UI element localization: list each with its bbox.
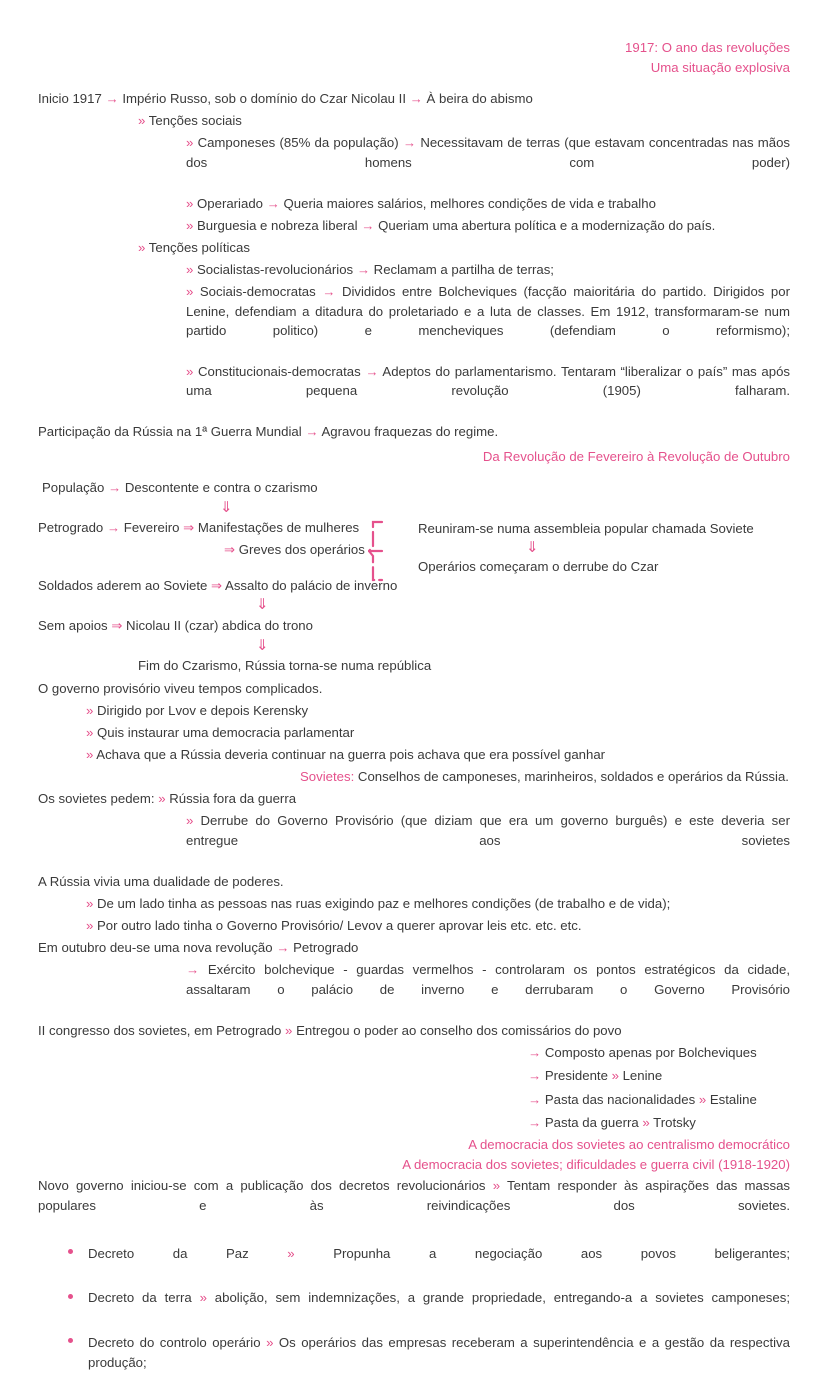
line-governo-provisorio: O governo provisório viveu tempos complicados.	[38, 680, 323, 696]
line-constitucionais-democratas	[38, 360, 790, 420]
heading-section-3: A democracia dos sovietes ao centralismo democrático	[468, 1137, 790, 1153]
operariado-body: Queria maiores salários, melhores condições de vida e trabalho	[283, 195, 656, 211]
down-arrow-icon: ⇓	[256, 596, 269, 614]
arrow-icon: →	[276, 940, 290, 956]
arrow-icon: →	[356, 262, 370, 278]
guillemet-icon: »	[86, 724, 94, 740]
list-item	[38, 1112, 790, 1135]
comissarios-list	[38, 1041, 790, 1135]
arrow-icon: →	[528, 1091, 542, 1107]
pedem-russia-fora-text: Rússia fora da guerra	[169, 791, 297, 807]
guillemet-icon: »	[186, 262, 194, 278]
dual-1-text: De um lado tinha as pessoas nas ruas exigindo paz e melhores condições (de trabalho e de vida);	[97, 895, 671, 911]
list-item	[38, 1286, 790, 1331]
socialistas-body: Reclamam a partilha de terras;	[373, 262, 554, 278]
list-item-label: Presidente	[544, 1068, 608, 1084]
line-burguesia	[38, 214, 790, 236]
line-participacao-guerra	[38, 421, 790, 443]
bullet-icon	[68, 1294, 73, 1299]
constitucionais-label: Constitucionais-democratas	[197, 363, 361, 379]
pedem-derrube-text: Derrube do Governo Provisório (que diziam que era um governo burguês) e este deveria ser entregue aos sovietes	[186, 813, 790, 848]
guillemet-icon: »	[186, 813, 194, 829]
line-novo-governo	[38, 1175, 790, 1235]
camponeses-label: Camponeses (85% da população)	[197, 135, 399, 151]
arrow-icon: →	[528, 1044, 542, 1060]
line-operariado	[38, 192, 790, 214]
down-arrow-icon: ⇓	[526, 539, 539, 557]
gp-guerra-text: Achava que a Rússia deveria continuar na guerra pois achava que era possível ganhar	[96, 746, 606, 762]
arrow-icon: →	[528, 1115, 542, 1131]
sociais-democratas-label: Sociais-democratas	[199, 284, 316, 300]
double-arrow-icon: ⇒	[224, 541, 236, 557]
arrow-icon: →	[105, 91, 119, 107]
flow-line-fim-czarismo: Fim do Czarismo, Rússia torna-se numa república	[138, 658, 432, 674]
line-gp-guerra	[38, 743, 790, 765]
decreto-body: Propunha a negociação aos povos beligerantes;	[333, 1245, 790, 1261]
document-body	[38, 38, 790, 1395]
flow-line-soldados	[38, 575, 790, 597]
double-arrow-icon: ⇒	[111, 617, 123, 633]
list-item	[38, 1241, 790, 1286]
list-item	[38, 1330, 790, 1394]
tensoes-sociais-text: Tenções sociais	[148, 113, 242, 129]
congresso-body: Entregou o poder ao conselho dos comissários do povo	[296, 1022, 622, 1038]
decreto-title: Decreto da terra	[88, 1290, 192, 1306]
exercito-text: Exército bolchevique - guardas vermelhos - controlaram os pontos estratégicos da cidade, assaltaram o palácio de inverno e derrubaram o Governo Provisório	[186, 962, 790, 997]
decreto-body: abolição, sem indemnizações, a grande propriedade, entregando-a a sovietes camponeses;	[214, 1290, 790, 1306]
guillemet-icon: »	[138, 113, 146, 129]
manifestacoes-text: Manifestações de mulheres	[197, 520, 360, 536]
guillemet-icon: »	[285, 1022, 293, 1038]
beira-abismo-text: À beira do abismo	[426, 91, 533, 107]
double-arrow-icon: ⇒	[183, 520, 195, 536]
guillemet-icon: »	[492, 1178, 501, 1194]
flow-line-populacao	[38, 477, 790, 499]
line-sovietes-pedem	[38, 788, 790, 810]
arrow-icon: →	[528, 1068, 542, 1084]
line-exercito-bolchevique	[38, 959, 790, 1019]
heading-section-2: Da Revolução de Fevereiro à Revolução de Outubro	[482, 448, 790, 464]
line-outubro-revolucao	[38, 937, 790, 959]
novo-governo-label: Novo governo iniciou-se com a publicação dos decretos revolucionários	[38, 1178, 486, 1194]
line-sociais-democratas	[38, 281, 790, 361]
line-socialistas-revolucionarios	[38, 259, 790, 281]
list-item	[38, 1088, 790, 1111]
list-item-label: Pasta das nacionalidades	[544, 1091, 696, 1107]
participacao-label: Participação da Rússia na 1ª Guerra Mundial	[38, 424, 302, 440]
sovietes-definicao-text: Conselhos de camponeses, marinheiros, soldados e operários da Rússia.	[357, 769, 789, 785]
list-item-name: Lenine	[622, 1068, 663, 1084]
heading-section-4: A democracia dos sovietes; dificuldades e guerra civil (1918-1920)	[402, 1157, 790, 1173]
arrow-icon: →	[305, 424, 319, 440]
tensoes-politicas-text: Tenções políticas	[148, 240, 250, 256]
flow-diagram-february	[38, 477, 790, 677]
arrow-icon: →	[409, 91, 423, 107]
arrow-icon: →	[361, 217, 375, 233]
assembleia-text: Reuniram-se numa assembleia popular chamada Soviete	[418, 521, 754, 537]
arrow-icon: →	[106, 520, 121, 536]
soldados-label: Soldados aderem ao Soviete	[38, 577, 208, 593]
line-pedem-derrube	[38, 810, 790, 870]
heading-title-1: 1917: O ano das revoluções	[625, 40, 790, 55]
bullet-icon	[68, 1249, 73, 1254]
list-item	[38, 1065, 790, 1088]
guillemet-icon: »	[86, 702, 94, 718]
line-gp-dirigido	[38, 699, 790, 721]
list-item-name: Trotsky	[653, 1115, 696, 1131]
assalto-palacio-text: Assalto do palácio de inverno	[225, 577, 398, 593]
arrow-icon: →	[186, 962, 200, 978]
dual-2-text: Por outro lado tinha o Governo Provisório/ Levov a querer aprovar leis etc. etc. etc.	[97, 918, 582, 934]
line-sovietes-definicao	[38, 766, 790, 788]
guillemet-icon: »	[86, 895, 94, 911]
guillemet-icon: »	[186, 284, 194, 300]
list-item-label: Pasta da guerra	[544, 1115, 639, 1131]
derrube-czar-text: Operários começaram o derrube do Czar	[418, 559, 659, 575]
list-item	[38, 1041, 790, 1064]
guillemet-icon: »	[698, 1091, 707, 1107]
list-item-label: Composto apenas por Bolcheviques	[544, 1044, 757, 1060]
line-dualidade: A Rússia vivia uma dualidade de poderes.	[38, 873, 284, 889]
sem-apoios-label: Sem apoios	[38, 617, 108, 633]
populacao-label: População	[42, 479, 105, 495]
line-dual-1	[38, 892, 790, 914]
sovietes-label: Sovietes:	[300, 769, 355, 785]
decreto-body: Os operários das empresas receberam a superintendência e a gestão da respectiva produção;	[88, 1334, 790, 1370]
decreto-title: Decreto do controlo operário	[88, 1334, 261, 1350]
petrogrado-label: Petrogrado	[38, 520, 104, 536]
arrow-icon: →	[365, 363, 379, 379]
burguesia-label: Burguesia e nobreza liberal	[197, 217, 358, 233]
line-dual-2	[38, 915, 790, 937]
guillemet-icon: »	[199, 1290, 207, 1306]
line-tensoes-sociais	[38, 110, 790, 132]
socialistas-label: Socialistas-revolucionários	[197, 262, 354, 278]
greves-text: Greves dos operários	[238, 541, 365, 557]
imperio-russo-text: Império Russo, sob o domínio do Czar Nicolau II	[122, 91, 406, 107]
inicio-1917-text: Inicio 1917	[38, 91, 102, 107]
arrow-icon: →	[108, 479, 122, 495]
congresso-label: II congresso dos sovietes, em Petrogrado	[38, 1022, 282, 1038]
list-item-name: Estaline	[709, 1091, 757, 1107]
guillemet-icon: »	[266, 1334, 274, 1350]
bullet-icon	[68, 1338, 73, 1343]
abdica-trono-text: Nicolau II (czar) abdica do trono	[126, 617, 313, 633]
down-arrow-icon: ⇓	[220, 498, 233, 516]
petrogrado-text: Petrogrado	[293, 940, 359, 956]
line-camponeses	[38, 132, 790, 192]
operariado-label: Operariado	[197, 195, 263, 211]
line-ii-congresso	[38, 1019, 790, 1041]
guillemet-icon: »	[642, 1115, 650, 1131]
guillemet-icon: »	[186, 363, 194, 379]
down-arrow-icon: ⇓	[256, 636, 269, 654]
curly-brace-icon	[368, 520, 402, 582]
populacao-body: Descontente e contra o czarismo	[124, 479, 318, 495]
decreto-title: Decreto da Paz	[88, 1245, 249, 1261]
double-arrow-icon: ⇒	[211, 577, 223, 593]
line-gp-democracia	[38, 721, 790, 743]
novo-governo-body: Tentam responder às aspirações das massas populares e às reivindicações dos sovietes.	[38, 1178, 790, 1213]
burguesia-body: Queriam uma abertura política e a modernização do país.	[378, 217, 716, 233]
decretos-list	[38, 1241, 790, 1395]
guillemet-icon: »	[611, 1068, 619, 1084]
gp-democracia-text: Quis instaurar uma democracia parlamentar	[97, 724, 355, 740]
outubro-label: Em outubro deu-se uma nova revolução	[38, 940, 273, 956]
guillemet-icon: »	[86, 746, 94, 762]
guillemet-icon: »	[86, 918, 94, 934]
sociais-democratas-body: Divididos entre Bolcheviques (facção maioritária do partido. Dirigidos por Lenine, defendiam a ditadura do proletariado e a luta de classes. Em 1912, transformaram-se num partido politico) e mencheviques (defendiam o reformismo);	[186, 284, 790, 338]
guillemet-icon: »	[158, 791, 166, 807]
guillemet-icon: »	[186, 135, 194, 151]
gp-dirigido-text: Dirigido por Lvov e depois Kerensky	[97, 702, 309, 718]
arrow-icon: →	[322, 284, 336, 300]
line-inicio-1917	[38, 88, 790, 110]
sovietes-pedem-label: Os sovietes pedem:	[38, 791, 155, 807]
line-tensoes-politicas	[38, 237, 790, 259]
arrow-icon: →	[402, 135, 417, 151]
guillemet-icon: »	[138, 240, 146, 256]
flow-line-sem-apoios	[38, 615, 790, 637]
guillemet-icon: »	[287, 1245, 295, 1261]
participacao-body: Agravou fraquezas do regime.	[321, 424, 499, 440]
heading-title-2: Uma situação explosiva	[650, 59, 790, 75]
guillemet-icon: »	[186, 195, 194, 211]
camponeses-body: Necessitavam de terras (que estavam concentradas nas mãos dos homens com poder)	[186, 135, 791, 170]
constitucionais-body: Adeptos do parlamentarismo. Tentaram “liberalizar o país” mas após uma pequena revolução (1905) falharam.	[186, 363, 790, 399]
flow-line-greves	[38, 539, 790, 561]
arrow-icon: →	[266, 195, 280, 211]
guillemet-icon: »	[186, 217, 194, 233]
fevereiro-label: Fevereiro	[123, 520, 180, 536]
